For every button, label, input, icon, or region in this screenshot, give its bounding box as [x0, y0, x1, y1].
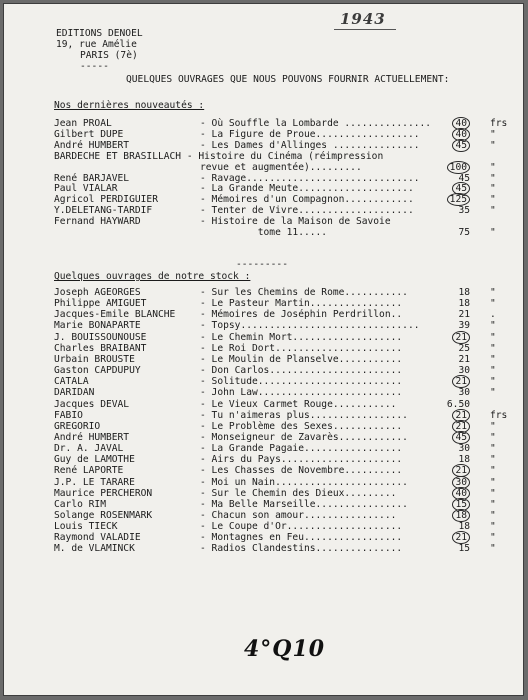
leader-dots: ...........	[332, 398, 397, 410]
book-author: Urbain BROUSTE	[54, 353, 135, 365]
book-title: - Radios Clandestins...............	[200, 543, 403, 555]
book-author: CATALA	[54, 376, 89, 388]
list-item	[54, 332, 514, 343]
book-author: FABIO	[54, 409, 83, 421]
list-item	[54, 298, 514, 309]
book-author: Gaston CAPDUPUY	[54, 365, 141, 377]
leader-dots: ...............	[344, 118, 432, 129]
book-author: Carlo RIM	[54, 498, 106, 510]
leader-dots: .................	[309, 409, 408, 421]
list-item	[54, 488, 514, 499]
book-author: André HUMBERT	[54, 431, 130, 443]
book-title: - Moi un Nain.......................	[200, 476, 408, 488]
list-item	[54, 410, 514, 421]
list-item	[54, 521, 514, 532]
price-unit: "	[490, 128, 496, 140]
book-title: - La Figure de Proue..................	[200, 128, 420, 140]
book-price: 18	[458, 454, 470, 466]
leader-dots: .....................	[280, 454, 403, 466]
leader-dots: .................	[303, 443, 403, 455]
leader-dots: ...............................	[240, 320, 420, 332]
price-unit: "	[490, 521, 496, 533]
price-unit: "	[490, 183, 496, 195]
publisher-rule: -----	[80, 61, 109, 72]
book-price: 35	[458, 205, 470, 217]
book-price: 30	[452, 476, 470, 489]
book-author: J.P. LE TARARE	[54, 476, 135, 488]
price-unit: "	[490, 543, 496, 555]
leader-dots: ......................	[275, 342, 403, 354]
price-unit: frs	[490, 118, 508, 129]
price-unit: "	[490, 420, 496, 432]
book-price: 21	[452, 464, 470, 477]
book-price: 21	[452, 531, 470, 544]
book-title: - Le Moulin de Planselve...........	[200, 353, 403, 365]
price-unit: "	[490, 287, 496, 298]
book-author: Joseph AGEORGES	[54, 287, 141, 298]
book-price: 30	[458, 365, 470, 377]
typed-document	[3, 3, 524, 696]
list-item	[54, 118, 514, 129]
book-author: Solange ROSENMARK	[54, 510, 153, 521]
leader-dots: ............	[344, 194, 414, 206]
year-underline	[334, 29, 396, 30]
price-unit: "	[490, 443, 496, 455]
book-author: DARIDAN	[54, 387, 95, 399]
leader-dots: ...................	[292, 331, 403, 343]
leader-dots: .........	[344, 487, 397, 499]
price-unit: "	[490, 376, 496, 388]
book-price: 21	[452, 375, 470, 388]
list-item	[54, 287, 514, 298]
leader-dots: ............	[332, 420, 403, 432]
price-unit: "	[490, 320, 496, 332]
book-title: - Chacun son amour................	[200, 510, 397, 521]
book-title: - Histoire de la Maison de Savoie	[200, 216, 391, 228]
list-item	[54, 465, 514, 476]
book-price: 6.50	[446, 398, 470, 410]
book-price: 15	[452, 498, 470, 511]
book-price: 30	[458, 443, 470, 455]
publisher-name: EDITIONS DENOEL	[56, 28, 143, 39]
book-price: 15	[458, 543, 470, 555]
book-price: 21	[452, 420, 470, 433]
book-price: 45	[452, 139, 470, 152]
book-price: 45	[452, 182, 470, 195]
book-price: 75	[458, 227, 470, 238]
leader-dots: ................	[315, 498, 408, 510]
book-title: - Le Chemin Mort...................	[200, 331, 403, 343]
book-price: 25	[458, 342, 470, 354]
handwritten-year: 1943	[340, 10, 386, 28]
leader-dots: .........................	[257, 387, 403, 399]
book-author: Dr. A. JAVAL	[54, 443, 124, 455]
price-unit: "	[490, 172, 496, 184]
list-item	[54, 343, 514, 354]
book-title: - Mémoires d'un Compagnon............	[200, 194, 414, 206]
book-title: - La Grande Pagaie.................	[200, 443, 403, 455]
book-title: - Tenter de Vivre....................	[200, 205, 414, 217]
book-author: René BARJAVEL	[54, 172, 130, 184]
section-title-new: Nos dernières nouveautés :	[54, 100, 205, 111]
book-author: Charles BRAIBANT	[54, 342, 147, 354]
list-item	[54, 151, 514, 162]
book-title: revue et augmentée).........	[200, 161, 362, 173]
book-title: - Le Roi Dort......................	[200, 342, 403, 354]
list-item	[54, 376, 514, 387]
list-item	[54, 129, 514, 140]
book-author: Louis TIECK	[54, 521, 118, 533]
leader-dots: .................	[303, 532, 403, 544]
leader-dots: ..............................	[246, 172, 420, 184]
book-author: Jacques-Emile BLANCHE	[54, 309, 176, 321]
leader-dots: .........	[309, 161, 362, 173]
list-item	[54, 354, 514, 365]
book-author: Guy de LAMOTHE	[54, 454, 135, 466]
list-item	[54, 443, 514, 454]
book-author: Marie BONAPARTE	[54, 320, 141, 332]
book-author: Y.DELETANG-TARDIF	[54, 205, 153, 217]
price-unit: "	[490, 194, 496, 206]
book-title: - La Grande Meute....................	[200, 183, 414, 195]
book-title: - Les Chasses de Novembre..........	[200, 465, 403, 477]
list-item	[54, 216, 514, 227]
list-item	[54, 432, 514, 443]
book-price: 30	[458, 387, 470, 399]
book-title: - Topsy...............................	[200, 320, 420, 332]
leader-dots: .......................	[269, 365, 403, 377]
list-item	[54, 140, 514, 151]
list-item	[54, 194, 514, 205]
book-price: 40	[452, 128, 470, 141]
list-item	[54, 421, 514, 432]
price-unit: .	[490, 309, 496, 321]
price-unit: "	[490, 454, 496, 466]
publisher-address: 19, rue Amélie	[56, 39, 137, 50]
book-title: - Montagnes en Feu.................	[200, 532, 403, 544]
book-title: - Ravage..............................	[200, 172, 420, 184]
section-title-stock: Quelques ouvrages de notre stock :	[54, 271, 251, 282]
list-item	[54, 499, 514, 510]
book-author: M. de VLAMINCK	[54, 543, 135, 555]
leader-dots: ...........	[338, 353, 403, 365]
book-price: 18	[458, 298, 470, 310]
book-title: - Airs du Pays.....................	[200, 454, 403, 466]
list-item	[54, 227, 514, 238]
book-title: - Le Vieux Carmet Rouge...........	[200, 398, 397, 410]
book-title: - Monseigneur de Zavarès............	[200, 431, 408, 443]
leader-dots: .....	[298, 227, 328, 238]
book-title: - Solitude.........................	[200, 376, 403, 388]
book-price: 18	[458, 287, 470, 298]
handwritten-call-number: 4°Q10	[244, 636, 326, 662]
leader-dots: ............	[338, 431, 408, 443]
list-item	[54, 387, 514, 398]
book-author: J. BOUISSOUNOUSE	[54, 331, 147, 343]
list-item	[54, 532, 514, 543]
book-price: 39	[458, 320, 470, 332]
book-title: - Les Dames d'Allinges ...............	[200, 139, 420, 151]
list-item	[54, 543, 514, 554]
list-item	[54, 365, 514, 376]
book-price: 45	[458, 172, 470, 184]
book-author: Fernand HAYWARD	[54, 216, 141, 228]
leader-dots: ..................	[315, 128, 420, 140]
book-author: Gilbert DUPE	[54, 128, 124, 140]
price-unit: "	[490, 487, 496, 499]
price-unit: "	[490, 298, 496, 310]
book-title: - Tu n'aimeras plus.................	[200, 409, 408, 421]
book-author: GREGORIO	[54, 420, 101, 432]
price-unit: "	[490, 532, 496, 544]
price-unit: "	[490, 465, 496, 477]
book-price: 21	[452, 331, 470, 344]
book-author: Agricol PERDIGUIER	[54, 194, 158, 206]
book-author: Raymond VALADIE	[54, 532, 141, 544]
list-item	[54, 399, 514, 410]
price-unit: "	[490, 510, 496, 521]
price-unit: "	[490, 431, 496, 443]
book-title: - John Law.........................	[200, 387, 403, 399]
list-item	[54, 205, 514, 216]
leader-dots: ...............	[315, 543, 403, 555]
book-title: - Le Coupe d'Or....................	[200, 521, 403, 533]
book-title: tome 11.....	[200, 227, 328, 238]
book-author: Jacques DEVAL	[54, 398, 130, 410]
list-item	[54, 454, 514, 465]
leader-dots: ................	[303, 510, 397, 521]
book-author: Paul VIALAR	[54, 183, 118, 195]
list-item	[54, 477, 514, 488]
book-title: - Où Souffle la Lombarde ...............	[200, 118, 432, 129]
list-item	[54, 309, 514, 320]
book-price: 40	[452, 487, 470, 500]
book-author: René LAPORTE	[54, 465, 124, 477]
price-unit: "	[490, 353, 496, 365]
book-author: Jean PROAL	[54, 118, 112, 129]
book-title: - Le Pasteur Martin................	[200, 298, 403, 310]
leader-dots: ................	[309, 298, 403, 310]
book-title: - Sur le Chemin des Dieux.........	[200, 487, 397, 499]
book-title: - Don Carlos.......................	[200, 365, 403, 377]
price-unit: "	[490, 139, 496, 151]
book-title: - Mémoires de Joséphin Perdrillon..	[200, 309, 403, 321]
leader-dots: ...............	[332, 139, 420, 151]
publisher-header	[56, 28, 143, 72]
leader-dots: ..........	[344, 465, 403, 477]
list-item	[54, 183, 514, 194]
price-unit: "	[490, 331, 496, 343]
leader-dots: ...........	[344, 287, 408, 298]
book-price: 18	[452, 509, 470, 522]
price-unit: frs	[490, 409, 508, 421]
price-unit: "	[490, 365, 496, 377]
leader-dots: ....................	[298, 183, 414, 195]
leader-dots: .......................	[275, 476, 408, 488]
price-unit: "	[490, 498, 496, 510]
leader-dots: ....................	[298, 205, 414, 217]
book-price: 21	[452, 409, 470, 422]
price-unit: "	[490, 161, 496, 173]
price-unit: "	[490, 205, 496, 217]
publisher-city: PARIS (7è)	[80, 50, 138, 61]
book-title: - Ma Belle Marseille................	[200, 498, 408, 510]
list-item	[54, 510, 514, 521]
book-price: 125	[447, 193, 470, 206]
price-unit: "	[490, 227, 496, 238]
book-price: 40	[452, 117, 470, 130]
list-item	[54, 320, 514, 331]
book-author: BARDECHE ET BRASILLACH - Histoire du Cinéma (réimpression	[54, 150, 384, 162]
section-divider: ---------	[236, 259, 288, 270]
book-author: André HUMBERT	[54, 139, 130, 151]
leader-dots: .........................	[257, 376, 403, 388]
document-heading: QUELQUES OUVRAGES QUE NOUS POUVONS FOURNIR ACTUELLEMENT:	[126, 74, 450, 85]
leader-dots: ....................	[286, 521, 403, 533]
price-unit: "	[490, 476, 496, 488]
price-unit: "	[490, 342, 496, 354]
list-item	[54, 162, 514, 173]
price-unit: "	[490, 387, 496, 399]
book-price: 21	[458, 309, 470, 321]
list-item	[54, 173, 514, 184]
book-title: - Le Problème des Sexes............	[200, 420, 403, 432]
book-price: 45	[452, 431, 470, 444]
book-author: Maurice PERCHERON	[54, 487, 153, 499]
book-author: Philippe AMIGUET	[54, 298, 147, 310]
book-price: 18	[458, 521, 470, 533]
book-price: 21	[458, 353, 470, 365]
book-price: 100	[447, 161, 470, 174]
book-title: - Sur les Chemins de Rome...........	[200, 287, 408, 298]
